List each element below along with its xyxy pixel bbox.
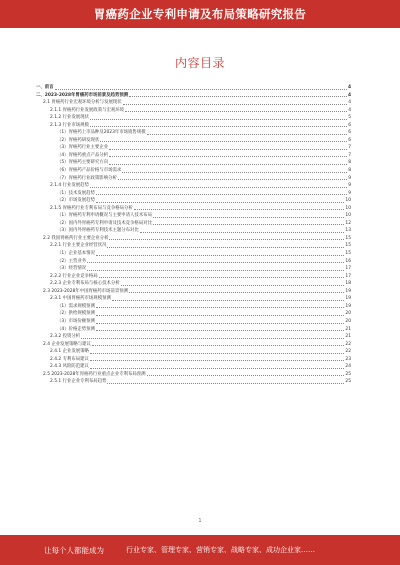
toc-entry-page: 7 [348, 152, 351, 158]
toc-entry-page: 22 [345, 341, 351, 347]
toc-entry-page: 4 [348, 100, 351, 106]
toc-entry-label: 2.1.4 行业发展趋势 [50, 183, 89, 189]
toc-entry-label: （6）胃癌药产品价格与市场需求 [57, 168, 122, 174]
toc-entry-page: 17 [345, 266, 351, 272]
toc-entry[interactable] [36, 137, 351, 145]
toc-leader-dots [140, 232, 345, 233]
toc-entry-label: 2.3.2 投资分析 [50, 334, 81, 340]
toc-entry-page: 6 [348, 122, 351, 128]
toc-entry-page: 4 [348, 107, 351, 113]
toc-entry-label: 2.2.2 行业企业竞争格局 [50, 273, 98, 279]
toc-entry[interactable] [36, 363, 351, 371]
toc-entry[interactable] [36, 167, 351, 175]
toc-leader-dots [92, 345, 345, 346]
toc-entry-label: （1）需求规模预测 [57, 303, 95, 309]
toc-leader-dots [100, 141, 347, 142]
toc-entry-label: （2）主营业务 [57, 258, 87, 264]
toc-entry[interactable] [36, 227, 351, 235]
toc-leader-dots [96, 307, 344, 308]
toc-entry-label: （3）国内外胃癌药专利技术主题分布对比 [57, 228, 139, 234]
toc-leader-dots [109, 149, 347, 150]
toc-entry-page: 21 [345, 334, 351, 340]
toc-entry-label: 2.3 2023-2028年中国胃癌药市场前景预测 [43, 288, 128, 294]
toc-entry-page: 22 [345, 349, 351, 355]
toc-entry-page: 13 [345, 228, 351, 234]
toc-entry-label: 2.5.1 行业企业专利布局趋势 [50, 379, 107, 385]
toc-entry-label: （3）经营情况 [57, 266, 87, 272]
toc-entry-label: 2.1.2 行业发展现状 [50, 115, 89, 121]
toc-entry[interactable] [36, 295, 351, 303]
toc-leader-dots [99, 277, 345, 278]
toc-entry-page: 8 [348, 160, 351, 166]
toc-leader-dots [118, 179, 347, 180]
toc-entry[interactable] [36, 288, 351, 296]
toc-heading: 内容目录 [174, 56, 225, 70]
toc-entry[interactable] [36, 197, 351, 205]
toc-entry-page: 21 [345, 326, 351, 332]
toc-entry-page: 4 [347, 85, 351, 90]
toc-leader-dots [55, 89, 347, 90]
toc-entry-label: （4）价格走势预测 [57, 326, 95, 332]
toc-entry-page: 8 [348, 168, 351, 174]
toc-entry-page: 7 [348, 145, 351, 151]
toc-leader-dots [153, 217, 344, 218]
toc-leader-dots [107, 383, 344, 384]
toc-entry-label: （3）市场份额预测 [57, 318, 95, 324]
toc-entry[interactable] [36, 114, 351, 122]
toc-entry-page: 15 [345, 235, 351, 241]
toc-entry-label: 2.4 企业发展策略与建议 [43, 341, 91, 347]
toc-entry-label: 2.2.1 行业主要企业经营状况 [50, 243, 107, 249]
toc-entry-page: 17 [345, 273, 351, 279]
toc-entry-page: 15 [345, 243, 351, 249]
toc-entry-page: 20 [345, 318, 351, 324]
toc-leader-dots [129, 292, 344, 293]
toc-leader-dots [121, 285, 345, 286]
report-title: 胃癌药企业专利申请及布局策略研究报告 [93, 7, 307, 21]
toc-entry[interactable] [36, 84, 351, 92]
toc-entry[interactable] [36, 92, 351, 100]
toc-leader-dots [90, 360, 344, 361]
toc-entry-page: 6 [348, 137, 351, 143]
toc-entry-label: （2）供给规模预测 [57, 311, 95, 317]
toc-leader-dots [90, 187, 347, 188]
toc-leader-dots [96, 323, 344, 324]
toc-entry[interactable] [36, 152, 351, 160]
toc-entry[interactable] [36, 182, 351, 190]
toc-entry[interactable] [36, 107, 351, 115]
toc-entry[interactable] [36, 258, 351, 266]
toc-entry-label: （2）市场发展趋势 [57, 198, 95, 204]
toc-entry[interactable] [36, 205, 351, 213]
toc-entry-page: 25 [345, 371, 351, 377]
toc-entry-page: 25 [345, 379, 351, 385]
toc-leader-dots [112, 300, 345, 301]
toc-entry-page: 23 [345, 356, 351, 362]
toc-entry[interactable] [36, 371, 351, 379]
toc-entry-label: （2）胃癌药研发现状 [57, 137, 100, 143]
toc-entry-page: 19 [345, 303, 351, 309]
toc-leader-dots [107, 247, 344, 248]
footer-banner [0, 535, 400, 565]
toc-entry[interactable] [36, 190, 351, 198]
page-number: 1 [198, 518, 202, 524]
toc-entry[interactable] [36, 122, 351, 130]
toc-entry[interactable] [36, 242, 351, 250]
toc-entry[interactable] [36, 280, 351, 288]
toc-entry-page: 10 [345, 198, 351, 204]
toc-entry-label: （2）国内外胃癌药专利申请及技术竞争格局对比 [57, 220, 152, 226]
header-banner [0, 0, 400, 28]
toc-entry-label: 2.1.1 胃癌药行业发展政策与宏观环境 [50, 107, 125, 113]
toc-entry[interactable] [36, 99, 351, 107]
toc-entry-page: 12 [345, 220, 351, 226]
toc-entry[interactable] [36, 144, 351, 152]
toc-entry-label: （1）胃癌药上市品种及2023年市场销售规模 [57, 130, 146, 136]
toc-entry-label: （5）胃癌药主要研究方向 [57, 160, 109, 166]
toc-entry-label: 一、前言 [36, 85, 54, 90]
toc-entry-page: 18 [345, 281, 351, 287]
toc-entry-page: 20 [345, 311, 351, 317]
toc-entry-page: 4 [347, 92, 351, 98]
toc-entry-page: 10 [345, 213, 351, 219]
toc-entry-label: （7）胃癌药行业政策影响分析 [57, 175, 117, 181]
toc-entry[interactable] [36, 129, 351, 137]
toc-entry-label: 2.1.3 行业市场规模 [50, 122, 89, 128]
toc-entry-page: 9 [348, 190, 351, 196]
toc-leader-dots [109, 164, 347, 165]
toc-entry-label: 2.4.1 企业发展策略 [50, 349, 89, 355]
toc-leader-dots [96, 330, 344, 331]
toc-entry[interactable] [36, 273, 351, 281]
footer-experts: 行业专家、管理专家、营销专家、战略专家、成功企业家…… [126, 546, 315, 554]
toc-entry-page: 15 [345, 251, 351, 257]
toc-entry[interactable] [36, 303, 351, 311]
toc-entry[interactable] [36, 175, 351, 183]
toc-entry-page: 5 [348, 115, 351, 121]
toc-entry-label: 2.5 2023-2028年胃癌药行业重点企业专利布局预测 [43, 371, 146, 377]
toc-leader-dots [90, 353, 344, 354]
toc-entry-page: 19 [345, 288, 351, 294]
toc-leader-dots [122, 172, 347, 173]
footer-slogan: 让每个人都能成为 [44, 545, 104, 555]
toc-entry[interactable] [36, 212, 351, 220]
toc-leader-dots [96, 255, 344, 256]
toc-entry[interactable] [36, 333, 351, 341]
table-of-contents [36, 84, 351, 386]
toc-leader-dots [147, 375, 345, 376]
toc-entry-label: 2.1.5 胃癌药行业专利布局与竞争格局分析 [50, 205, 133, 211]
toc-leader-dots [87, 262, 344, 263]
toc-entry-label: （1）企业基本情况 [57, 251, 95, 257]
toc-entry-label: （4）胃癌药重点产品分析 [57, 152, 109, 158]
toc-leader-dots [96, 194, 347, 195]
toc-leader-dots [129, 96, 347, 97]
toc-entry[interactable] [36, 326, 351, 334]
toc-leader-dots [90, 126, 347, 127]
toc-entry-page: 19 [345, 296, 351, 302]
toc-entry-page: 10 [345, 205, 351, 211]
toc-entry[interactable] [36, 318, 351, 326]
toc-entry-label: （1）技术发展趋势 [57, 190, 95, 196]
toc-entry[interactable] [36, 356, 351, 364]
toc-entry-page: 16 [345, 258, 351, 264]
toc-entry[interactable] [36, 265, 351, 273]
toc-leader-dots [87, 270, 344, 271]
toc-entry-label: （1）胃癌药专利申请概况与主要申请人技术布局 [57, 213, 152, 219]
toc-entry[interactable] [36, 341, 351, 349]
toc-leader-dots [123, 104, 348, 105]
toc-entry-label: 2.4.2 专利布局建议 [50, 356, 89, 362]
toc-leader-dots [81, 338, 344, 339]
toc-entry-page: 24 [345, 364, 351, 370]
toc-entry-label: 2.4.3 风险防范建议 [50, 364, 89, 370]
toc-leader-dots [90, 119, 347, 120]
toc-leader-dots [96, 315, 344, 316]
toc-leader-dots [96, 202, 344, 203]
toc-entry-label: 二、2023-2028年胃癌药市场前景及趋势预测 [36, 92, 129, 98]
toc-entry[interactable] [36, 310, 351, 318]
toc-leader-dots [125, 111, 347, 112]
toc-entry[interactable] [36, 348, 351, 356]
toc-entry-label: 2.3.1 中国胃癌药市场规模预测 [50, 296, 111, 302]
toc-entry-label: （3）胃癌药行业主要企业 [57, 145, 109, 151]
toc-entry[interactable] [36, 235, 351, 243]
toc-leader-dots [153, 224, 344, 225]
toc-leader-dots [109, 156, 347, 157]
toc-entry-page: 6 [348, 130, 351, 136]
toc-entry-label: 2.2 我国胃癌药行业主要企业分析 [43, 235, 109, 241]
toc-entry[interactable] [36, 159, 351, 167]
toc-entry-label: 2.2.3 企业专利布局与核心技术分析 [50, 281, 120, 287]
toc-leader-dots [134, 209, 345, 210]
toc-entry[interactable] [36, 220, 351, 228]
toc-entry-page: 9 [348, 183, 351, 189]
toc-leader-dots [147, 134, 348, 135]
toc-entry-label: 2.1 胃癌药行业宏观环境分析与发展现状 [43, 100, 122, 106]
toc-leader-dots [90, 368, 344, 369]
toc-leader-dots [109, 239, 344, 240]
toc-entry[interactable] [36, 250, 351, 258]
toc-entry[interactable] [36, 378, 351, 386]
toc-entry-page: 9 [348, 175, 351, 181]
